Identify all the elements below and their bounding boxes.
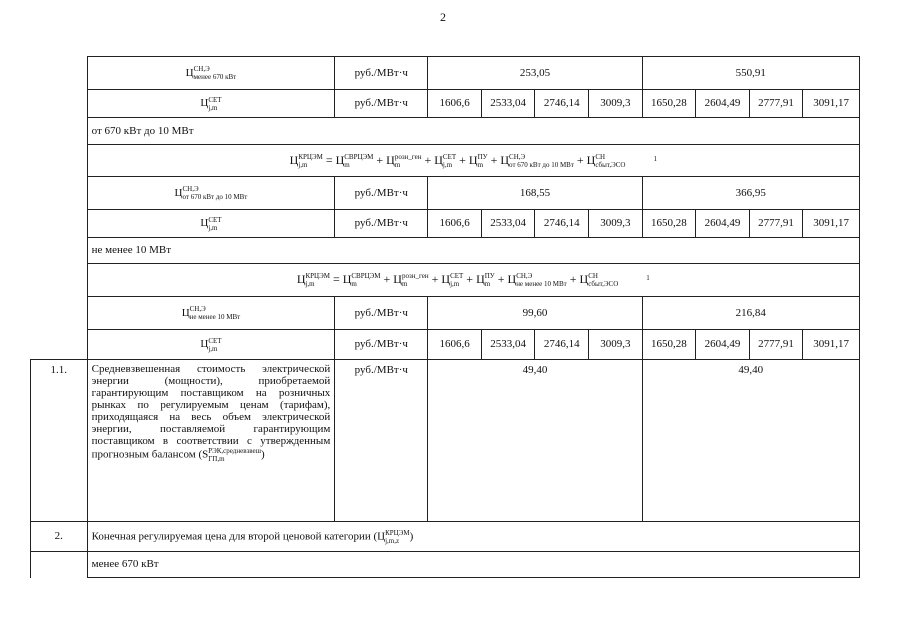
set-value: 2777,91 [749, 210, 803, 238]
unit-cell: руб./МВт·ч [335, 177, 428, 210]
set-value: 1650,28 [642, 210, 696, 238]
num-cell-empty [31, 57, 88, 90]
section-header-10: не менее 10 МВт [87, 238, 859, 264]
footer-row-label: менее 670 кВт [87, 552, 859, 578]
cn-symbol-670-10: Ц СН,Э от 670 кВт до 10 МВт [87, 177, 335, 210]
cn-value-first: 168,55 [428, 177, 642, 210]
set-value: 2604,49 [696, 90, 750, 118]
tariff-table [30, 56, 860, 578]
formula-670-10: Ц КРЦЭМ j,m = Ц СВРЦЭМ m + Ц розн_ген m + Ц СЕТ j,m + Ц ПУ m + Ц СН,Э от 670 кВт до 10 МВт + Ц СН сбыт,ЭСО $^1$ [87, 145, 859, 177]
set-value: 3009,3 [589, 210, 643, 238]
set-value: 1650,28 [642, 330, 696, 360]
set-value: 2746,14 [535, 210, 589, 238]
row-number-2: 2. [31, 522, 88, 552]
set-value: 2604,49 [696, 330, 750, 360]
unit-cell: руб./МВт·ч [335, 90, 428, 118]
set-symbol: Ц СЕТ j,m [87, 330, 335, 360]
set-value: 3091,17 [803, 90, 860, 118]
cn-value-second: 550,91 [642, 57, 859, 90]
unit-cell: руб./МВт·ч [335, 57, 428, 90]
set-value: 2533,04 [481, 330, 535, 360]
row-1-1-value-second: 49,40 [642, 360, 859, 522]
set-value: 2604,49 [696, 210, 750, 238]
set-value: 1606,6 [428, 210, 482, 238]
section-header-670-10: от 670 кВт до 10 МВт [87, 118, 859, 145]
set-value: 3091,17 [803, 330, 860, 360]
page-number: 2 [440, 10, 446, 24]
row-1-1-value-first: 49,40 [428, 360, 642, 522]
cn-value-second: 366,95 [642, 177, 859, 210]
unit-cell: руб./МВт·ч [335, 210, 428, 238]
set-symbol: Ц СЕТ j,m [87, 90, 335, 118]
row-number-1-1: 1.1. [31, 360, 88, 522]
formula-10: Ц КРЦЭМ j,m = Ц СВРЦЭМ m + Ц розн_ген m + Ц СЕТ j,m + Ц ПУ m + Ц СН,Э не менее 10 МВт + Ц СН сбыт,ЭСО $^1$ [87, 264, 859, 297]
set-value: 2533,04 [481, 90, 535, 118]
set-value: 2746,14 [535, 90, 589, 118]
set-value: 2533,04 [481, 210, 535, 238]
cn-value-first: 253,05 [428, 57, 642, 90]
set-value: 2746,14 [535, 330, 589, 360]
set-value: 3091,17 [803, 210, 860, 238]
set-value: 1650,28 [642, 90, 696, 118]
set-value: 3009,3 [589, 330, 643, 360]
unit-cell: руб./МВт·ч [335, 330, 428, 360]
cn-symbol-lt670: Ц СН,Э менее 670 кВт [87, 57, 335, 90]
set-value: 3009,3 [589, 90, 643, 118]
row-2-description: Конечная регулируемая цена для второй ценовой категории (Ц КРЦЭМ j,m,z ) [87, 522, 859, 552]
cn-value-second: 216,84 [642, 297, 859, 330]
unit-cell: руб./МВт·ч [335, 297, 428, 330]
unit-cell: руб./МВт·ч [335, 360, 428, 522]
set-value: 1606,6 [428, 330, 482, 360]
set-symbol: Ц СЕТ j,m [87, 210, 335, 238]
row-1-1-description: Средневзвешенная стоимость электрической энергии (мощности), приобретаемой гарантирующим поставщиком на розничных рынках по регулируемым ценам (тарифам), приходящаяся на весь объем электрической энергии, поставляемой гарантирующим поставщиком в соответствии с утвержденным прогнозным балансом (S РЭК,средневзвеш ГП,m ) [87, 360, 335, 522]
set-value: 2777,91 [749, 90, 803, 118]
set-value: 2777,91 [749, 330, 803, 360]
set-value: 1606,6 [428, 90, 482, 118]
cn-symbol-10: Ц СН,Э не менее 10 МВт [87, 297, 335, 330]
cn-value-first: 99,60 [428, 297, 642, 330]
